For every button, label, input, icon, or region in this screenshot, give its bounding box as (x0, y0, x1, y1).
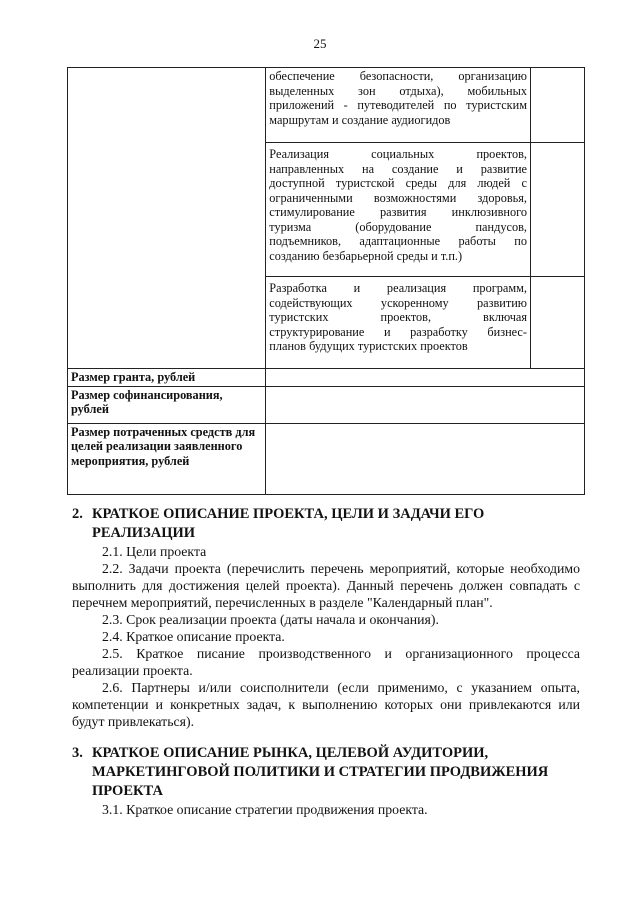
section-2-heading (72, 505, 580, 543)
cell-line: доступной туристской среды для людей с (269, 176, 527, 190)
item-2-6: 2.6. Партнеры и/или соисполнители (если применимо, с указанием опыта, компетенции и конкретных задач, к выполнению которых они привлекаются или будут привлекаться). (72, 680, 580, 729)
section-3-number: 3. (72, 745, 83, 761)
cell-line: стимулирование развития инклюзивного (269, 205, 527, 219)
table-row (68, 68, 585, 143)
section-3-title-line: КРАТКОЕ ОПИСАНИЕ РЫНКА, ЦЕЛЕВОЙ АУДИТОРИИ, (92, 745, 489, 761)
item-2-4: 2.4. Краткое описание проекта. (102, 629, 285, 644)
cell-line: ограниченными возможностями здоровья, (269, 190, 527, 205)
empty-label-cell (68, 68, 266, 369)
cell-line: содействующих ускоренному развитию (269, 295, 527, 310)
document-body (72, 505, 580, 818)
cell-line: выделенных зон отдыха), мобильных (269, 83, 527, 98)
section-3-title-line: МАРКЕТИНГОВОЙ ПОЛИТИКИ И СТРАТЕГИИ ПРОДВИЖЕНИЯ (92, 764, 549, 780)
cell-line: подъемников, адаптационные работы по (269, 234, 527, 248)
spent-funds-value (266, 423, 585, 494)
grant-size-label: Размер гранта, рублей (68, 369, 266, 387)
section-3-title-line: ПРОЕКТА (92, 783, 163, 799)
grant-info-table (67, 67, 585, 495)
cell-line: планов будущих туристских проектов (269, 339, 468, 353)
cell-line: маршрутам и создание аудиогидов (269, 112, 451, 127)
activity-cell (266, 68, 531, 143)
table-row (68, 369, 585, 387)
cell-line: туризма (оборудование пандусов, (269, 219, 527, 234)
section-2-number: 2. (72, 506, 83, 522)
empty-cell (531, 68, 585, 143)
cofinance-size-value (266, 386, 585, 423)
section-2-title-line: РЕАЛИЗАЦИИ (92, 525, 196, 541)
item-2-3: 2.3. Срок реализации проекта (даты начала и окончания). (102, 612, 439, 627)
cell-line: структурирование и разработку бизнес- (269, 324, 527, 339)
item-2-5: 2.5. Краткое писание производственного и организационного процесса реализации проекта. (72, 646, 580, 678)
cell-line: Реализация социальных проектов, (269, 147, 527, 161)
grant-size-value (266, 369, 585, 387)
activity-cell (266, 143, 531, 277)
table-row (68, 386, 585, 423)
cell-line: приложений - путеводителей по туристским (269, 98, 527, 112)
item-2-2: 2.2. Задачи проекта (перечислить перечень мероприятий, которые необходимо выполнить для достижения целей проекта). Данный перечень должен совпадать с перечнем мероприятий, перечисленных в разделе "Календарный план". (72, 561, 580, 610)
table-row (68, 423, 585, 494)
section-3-heading (72, 744, 580, 801)
empty-cell (531, 143, 585, 277)
item-2-1: 2.1. Цели проекта (102, 544, 207, 559)
cofinance-size-label: Размер софинансирования, рублей (68, 386, 266, 423)
cell-line: созданию безбарьерной среды и т.п.) (269, 248, 463, 263)
cell-line: направленных на создание и развитие (269, 161, 527, 176)
item-3-1: 3.1. Краткое описание стратегии продвижения проекта. (102, 802, 428, 817)
cell-line: обеспечение безопасности, организацию (269, 69, 527, 83)
section-2-title-line: КРАТКОЕ ОПИСАНИЕ ПРОЕКТА, ЦЕЛИ И ЗАДАЧИ ЕГО (92, 506, 485, 522)
spent-funds-label: Размер потраченных средств для целей реализации заявленного мероприятия, рублей (68, 423, 266, 494)
page-number: 25 (313, 36, 327, 51)
empty-cell (531, 277, 585, 369)
cell-line: Разработка и реализация программ, (269, 281, 527, 295)
cell-line: туристских проектов, включая (269, 310, 527, 324)
activity-cell (266, 277, 531, 369)
